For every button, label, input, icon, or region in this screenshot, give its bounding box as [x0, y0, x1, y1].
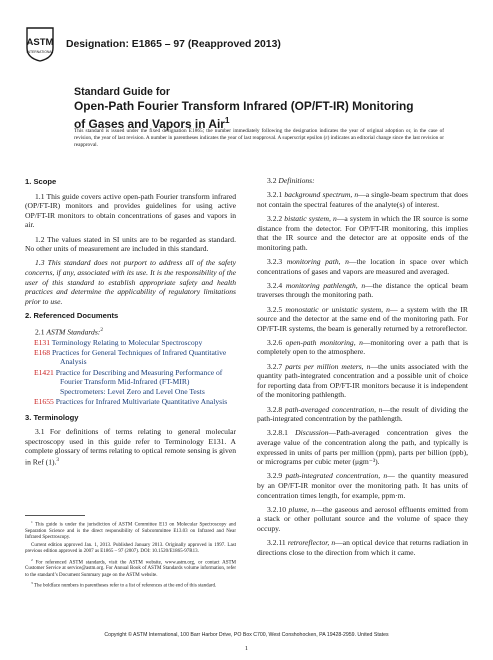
definition-3-2-9: 3.2.9 path-integrated concentration, n— the quantity measured by an OP/FT-IR monitor over the monitoring path. It has units of concentration times length, for example, ppm·m.: [257, 471, 468, 500]
reference-list: [34, 338, 236, 407]
svg-text:ASTM: ASTM: [26, 37, 54, 48]
definition-3-2-3: 3.2.3 monitoring path, n—the location in space over which concentrations of gases and vapors are measured and averaged.: [257, 256, 468, 276]
section-heading-terminology: 3. Terminology: [25, 412, 79, 422]
definition-3-2-6: 3.2.6 open-path monitoring, n—monitoring over a path that is completely open to the atmosphere.: [257, 337, 468, 357]
title-line-1: Standard Guide for: [74, 86, 170, 98]
definition-3-2-7: 3.2.7 parts per million meters, n—the units associated with the quantity path-integrated concentration and a possible unit of choice for reporting data from OP/FT-IR monitors because it is independent of the monitoring pathlength.: [257, 361, 468, 400]
reference-item[interactable]: [34, 348, 236, 367]
reference-title[interactable]: Practices for Infrared Multivariate Quantitative Analysis: [55, 396, 228, 406]
section-heading-scope: 1. Scope: [25, 177, 57, 186]
definition-3-2-11: 3.2.11 retroreflector, n—an optical device that returns radiation in directions close to the direction from which it came.: [257, 538, 468, 557]
copyright-line: Copyright © ASTM International, 100 Barr Harbor Drive, PO Box C700, West Conshohocken, PA 19428-2959. United States: [104, 632, 389, 638]
title-line-3: of Gases and Vapors in Air$^1$: [74, 115, 230, 131]
page-number: 1: [244, 645, 249, 652]
footnote-edition: Current edition approved Jan. 1, 2013. Published January 2013. Originally approved in 1997. Last previous edition approved in 2007 as E1865 – 97 (2007). DOI: 10.1520/E1865-97R13.: [25, 542, 236, 555]
definition-3-2-4: 3.2.4 monitoring pathlength, n—the distance the optical beam traverses through the monitoring path.: [257, 280, 468, 300]
title-footnote-mark[interactable]: 1: [224, 115, 230, 125]
definition-3-2-8-1: 3.2.8.1 Discussion—Path-averaged concentration gives the average value of the concentration along the path, and typically is expressed in units of parts per million (ppm), parts per billion (ppb), or micrograms per cubic meter (μgm⁻³).: [257, 428, 468, 467]
reference-code[interactable]: E131: [34, 337, 51, 347]
paragraph-3-1: 3.1 For definitions of terms relating to general molecular spectroscopy used in this guide refer to Terminology E131. A complete glossary of terms relating to optical remote sensing is given in Ref (1).$^3$: [25, 427, 236, 467]
definition-3-2-5: 3.2.5 monostatic or unistatic system, n— a system with the IR source and the detector at the same end of the monitoring path. For OP/FT-IR systems, the beam is generally returned by a retroreflector.: [257, 304, 468, 333]
left-column: [25, 176, 236, 472]
definition-3-2-2: 3.2.2 bistatic system, n—a system in which the IR source is some distance from the detector. For OP/FT-IR monitoring, this implies that the IR source and the detector are at opposite ends of the monitoring path.: [257, 213, 468, 252]
reference-title[interactable]: Practice for Describing and Measuring Performance of Fourier Transform Mid-Infrared (FT-MIR) Spectrometers: Level Zero and Level One Tests: [55, 367, 223, 396]
document-header: [25, 26, 475, 62]
reference-item[interactable]: [34, 397, 236, 407]
section-heading-referenced-documents: 2. Referenced Documents: [25, 310, 119, 320]
reference-title[interactable]: Practices for General Techniques of Infrared Quantitative Analysis: [51, 347, 227, 367]
reference-code[interactable]: E1655: [34, 396, 54, 406]
paragraph-1-2: 1.2 The values stated in SI units are to be regarded as standard. No other units of measurement are included in this standard.: [25, 234, 236, 254]
reference-code[interactable]: E1421: [34, 367, 54, 377]
svg-text:INTERNATIONAL: INTERNATIONAL: [26, 50, 54, 54]
definition-3-2-10: 3.2.10 plume, n—the gaseous and aerosol effluents emitted from a stack or other pollutant source and the volume of space they occupy.: [257, 504, 468, 533]
title-line-2: Open-Path Fourier Transform Infrared (OP/FT-IR) Monitoring: [74, 99, 414, 113]
reference-item[interactable]: [34, 368, 236, 397]
footnote-divider: [25, 515, 85, 516]
paragraph-1-3: 1.3 This standard does not purport to address all of the safety concerns, if any, associated with its use. It is the responsibility of the user of this standard to establish appropriate safety and health practices and determine the applicability of regulatory limitations prior to use.: [25, 258, 236, 306]
right-column: [257, 176, 468, 562]
footnotes: [25, 519, 236, 591]
reference-item[interactable]: [34, 338, 236, 348]
document-title: [74, 86, 444, 131]
footnote-2: $^2$ For referenced ASTM standards, visit the ASTM website, www.astm.org, or contact ASTM Customer Service at service@astm.org. For Annual Book of ASTM Standards volume information, refer to the standard’s Document Summary page on the ASTM website.: [25, 557, 237, 578]
footnote-1: $^1$ This guide is under the jurisdiction of ASTM Committee E13 on Molecular Spectroscopy and Separation Science and is the direct responsibility of Subcommittee E13.03 on Infrared and Near Infrared Spectroscopy.: [25, 520, 236, 541]
reference-title[interactable]: Terminology Relating to Molecular Spectroscopy: [51, 337, 203, 347]
definition-3-2-8: 3.2.8 path-averaged concentration, n—the result of dividing the path-integrated concentration by the pathlength.: [257, 404, 468, 424]
definition-3-2-1: 3.2.1 background spectrum, n—a single-beam spectrum that does not contain the spectral features of the analyte(s) of interest.: [257, 190, 468, 209]
designation: Designation: E1865 – 97 (Reapproved 2013): [66, 39, 281, 50]
reference-code[interactable]: E168: [34, 347, 51, 357]
issuance-statement: This standard is issued under the fixed designation E1865; the number immediately following the designation indicates the year of original adoption or, in the case of revision, the year of last revision. A number in parentheses indicates the year of last reapproval. A superscript epsilon (ε) indicates an editorial change since the last revision or reapproval.: [74, 128, 444, 149]
paragraph-3-2: 3.2 Definitions:: [267, 176, 315, 185]
footnote-3: $^3$ The boldface numbers in parentheses refer to a list of references at the end of this standard.: [31, 581, 217, 589]
astm-logo-icon: [25, 26, 55, 62]
paragraph-2-1: 2.1 ASTM Standards:$^2$: [35, 326, 103, 337]
paragraph-1-1: 1.1 This guide covers active open-path Fourier transform infrared (OP/FT-IR) monitors and provides guidelines for using active OP/FT-IR monitors to obtain concentrations of gases and vapors in air.: [25, 191, 236, 230]
